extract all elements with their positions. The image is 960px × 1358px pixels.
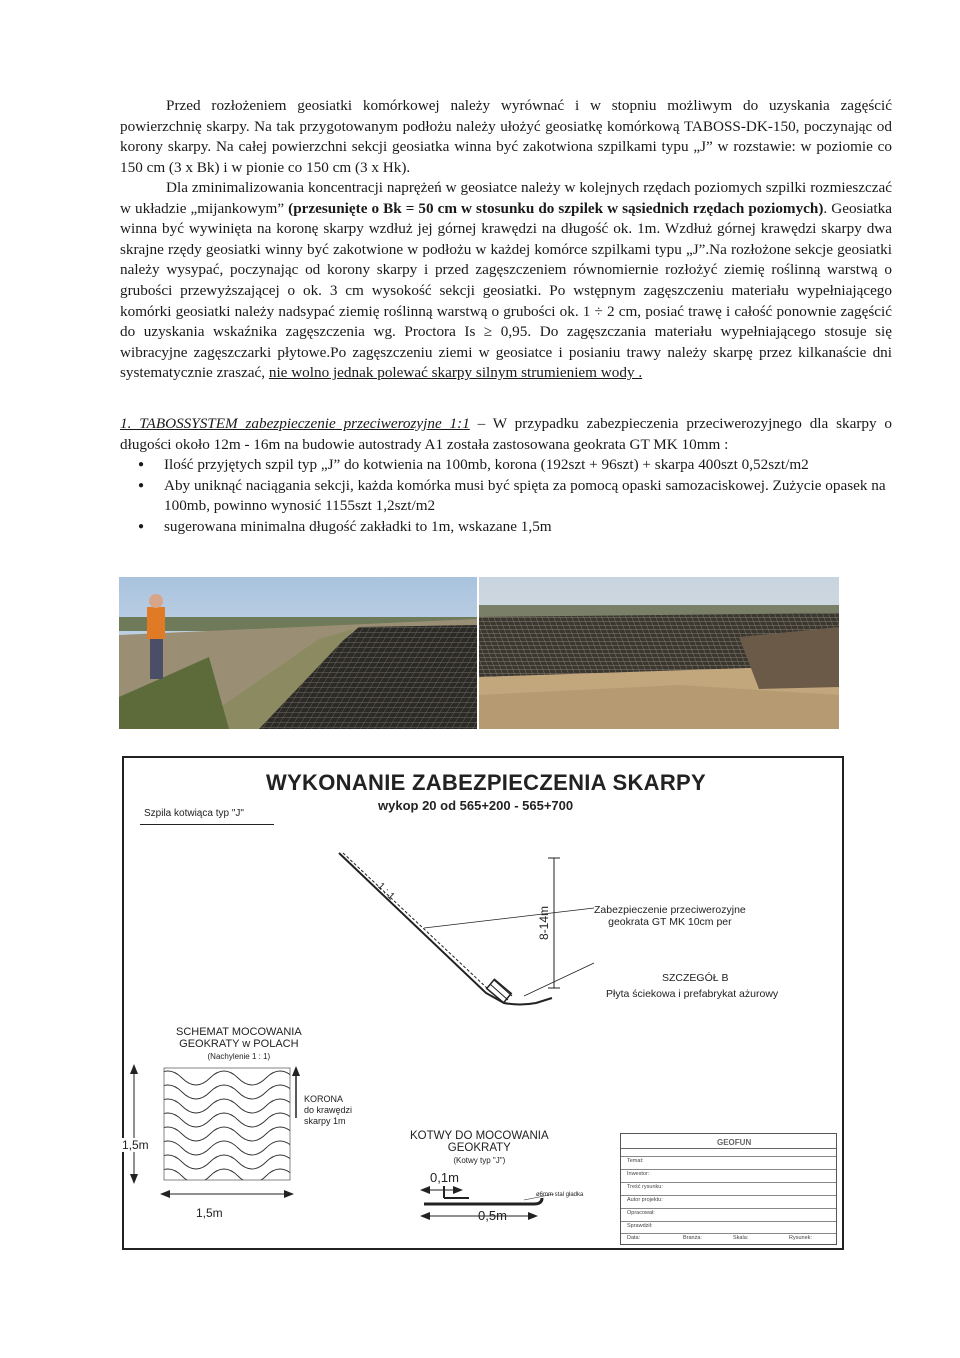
bullet-list [142, 455, 924, 537]
title-block-row: Autor projektu: [627, 1197, 663, 1203]
drawing-subtitle: wykop 20 od 565+200 - 565+700 [378, 798, 574, 813]
scheme-label-3: (Nachylenie 1 : 1) [207, 1052, 271, 1061]
title-block-row: Temat: [627, 1158, 644, 1164]
crown-label-3: skarpy 1m [304, 1116, 346, 1126]
title-block-bottom: Rysunek: [789, 1235, 812, 1241]
anchors-label-1: KOTWY DO MOCOWANIA [410, 1130, 549, 1142]
title-block-bottom: Branża: [683, 1235, 702, 1241]
title-block-row: Sprawdził: [627, 1223, 653, 1229]
protection-label-2: geokrata GT MK 10cm per [608, 916, 732, 928]
drawing-title: WYKONANIE ZABEZPIECZENIA SKARPY [266, 770, 706, 795]
detail-title: SZCZEGÓŁ B [662, 972, 729, 984]
mesh-vertical-dim: 1,5m [122, 1138, 149, 1152]
title-block-company: GEOFUN [717, 1138, 752, 1147]
mesh-diagram [130, 1064, 300, 1198]
intro-paragraph-1 [120, 96, 892, 178]
bullet-item: ● Aby uniknąć naciągania sekcji, każda komórka musi być spięta za pomocą opaski samozaciskowej. Zużycie opasek na 100mb, powinno wynosić 1155szt 1,2szt/m2 [164, 476, 924, 517]
intro-text-1: Przed rozłożeniem geosiatki komórkowej należy wyrównać i w stopniu możliwym do uzyskania zagęścić powierzchnię skarpy. Na tak przygotowanym podłożu należy ułożyć geosiatkę komórkową TABOSS-DK-150, poczynając od korony skarpy. Na całej powierzchni sekcji geosiatka winna być zakotwiona szpilkami typu „J” w rozstawie: w poziomie co 150 cm (3 x Bk) i w pionie co 150 cm (3 x Hk). [120, 97, 892, 176]
slope-ratio: 1 : 1 [374, 880, 397, 903]
title-block-row: Opracował: [627, 1210, 655, 1216]
bullet-item: ● Ilość przyjętych szpil typ „J” do kotwienia na 100mb, korona (192szt + 96szt) + skarpa 400szt 0,52szt/m2 [164, 455, 924, 476]
protection-label-1: Zabezpieczenie przeciwerozyjne [594, 904, 746, 916]
crown-label [304, 1094, 352, 1127]
scheme-label [176, 1026, 302, 1062]
intro-text-2-underline: nie wolno jednak polewać skarpy silnym strumieniem wody . [268, 364, 643, 382]
steel-label: ø6mm stal gładka [536, 1192, 584, 1198]
protection-label [594, 904, 746, 928]
title-block-row: Treść rysunku: [627, 1184, 663, 1190]
bullet-item: ● sugerowana minimalna długość zakładki to 1m, wskazane 1,5m [164, 517, 924, 538]
anchors-label-2: GEOKRATY [447, 1142, 511, 1154]
crown-label-2: do krawędzi [304, 1105, 353, 1115]
photo-embankment [479, 577, 839, 729]
scheme-label-2: GEOKRATY w POLACH [179, 1038, 299, 1050]
title-block-row: Inwestor: [627, 1171, 650, 1177]
intro-text-2-bold: (przesunięte o Bk = 50 cm w stosunku do szpilek w sąsiednich rzędach poziomych) [288, 199, 824, 217]
title-block-bottom: Skala: [733, 1235, 749, 1241]
intro-text-2a: Dla zminimalizowania koncentracji naprężeń w geosiatce należy w kolejnych rzędach poziomych szpilki rozmieszczać w układzie „mijankowym” [120, 179, 892, 217]
title-block-bottom: Data: [627, 1235, 641, 1241]
intro-text-2b: . Geosiatka winna być wywinięta na koronę skarpy wzdłuż jej górnej krawędzi na długość ok. 1m. Wzdłuż górnej krawędzi skarpy dwa skrajne rzędy geosiatki winny być zakotwione w podłożu w każdej komórce szpilkami typu „J”.Na rozłożone sekcje geosiatki należy wysypać, poczynając od korony skarpy i przed zagęszczeniem równomiernie rozłożyć ziemię roślinną warstwą o grubości przewyższającej o ok. 3 cm wysokość sekcji geosiatki. Po wstępnym zagęszczeniu materiału wypełniającego komórki geosiatki należy nadsypać ziemię roślinną warstwą o grubości ok. 1 ÷ 2 cm, posiać trawę i całość ponownie zagęścić do uzyskania wskaźnika zagęszczenia wg. Proctora Is ≥ 0,95. Do zagęszczania materiału wypełniającego stosuje się wibracyjne zagęszczarki płytowe.Po zagęszczeniu ziemi w geosiatce i posianiu trawy należy skarpę przez kilkanaście dni systematycznie zraszać, [120, 199, 892, 382]
mesh-horizontal-dim: 1,5m [196, 1206, 223, 1220]
section-title: 1. TABOSSYSTEM zabezpieczenie przeciwerozyjne 1:1 [120, 415, 470, 432]
title-block [620, 1133, 837, 1245]
section-text: – W przypadku zabezpieczenia przeciwerozyjnego dla skarpy o długości około 12m - 16m na budowie autostrady A1 została zastosowana geokrata GT MK 10mm : [120, 415, 892, 453]
section-paragraph [120, 414, 892, 455]
anchors-label [410, 1130, 549, 1166]
anchor-dim-05: 0,5m [478, 1208, 507, 1223]
photo-slope-geocells [119, 577, 477, 729]
detail-text: Płyta ściekowa i prefabrykat ażurowy [606, 988, 779, 1000]
intro-paragraph-2 [120, 178, 892, 384]
height-dimension: 8-14m [537, 905, 552, 941]
anchors-label-3: (Kotwy typ "J") [453, 1156, 506, 1165]
anchor-label: Szpila kotwiąca typ "J" [144, 808, 244, 819]
anchor-dim-01: 0,1m [430, 1170, 459, 1185]
crown-label-1: KORONA [304, 1094, 344, 1104]
scheme-label-1: SCHEMAT MOCOWANIA [176, 1026, 302, 1038]
